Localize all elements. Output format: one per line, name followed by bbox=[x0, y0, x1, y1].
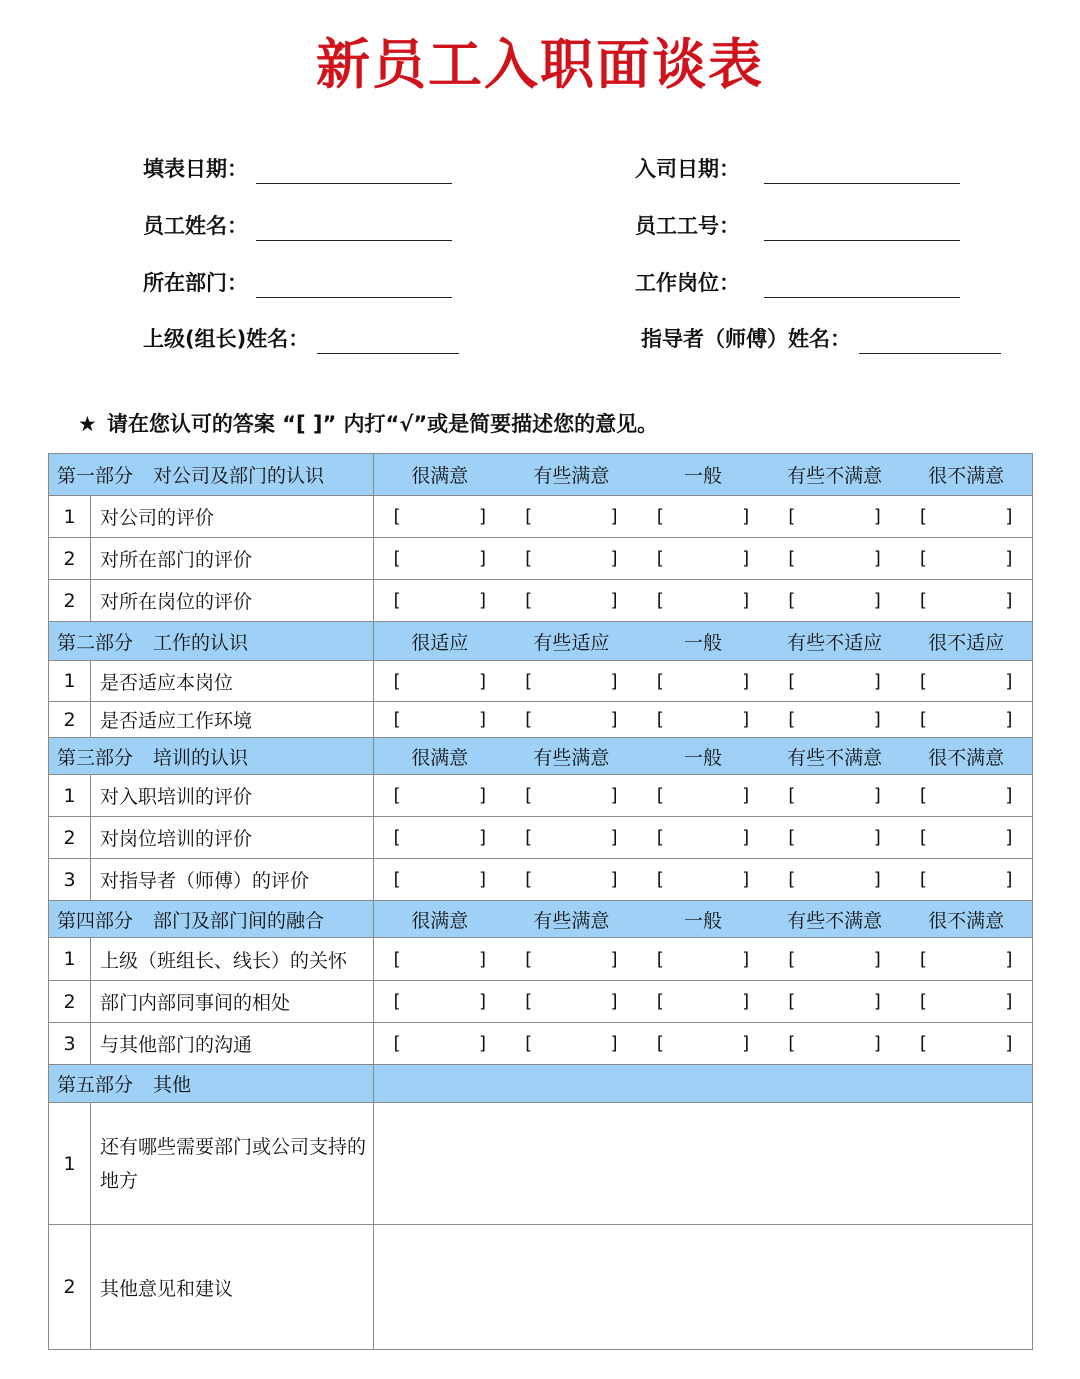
rating-checkbox[interactable]: [ ] bbox=[391, 548, 489, 569]
rating-checkbox[interactable]: [ ] bbox=[785, 991, 884, 1012]
option-label: 很不满意 bbox=[928, 465, 1005, 487]
option-label: 有些适应 bbox=[533, 631, 610, 654]
rating-checkbox[interactable]: [ ] bbox=[785, 506, 884, 527]
rating-checkboxes bbox=[374, 661, 1033, 702]
row-number: 1 bbox=[49, 496, 91, 538]
position-label: 工作岗位： bbox=[635, 271, 740, 295]
row-number: 2 bbox=[49, 538, 91, 580]
option-label: 很不满意 bbox=[928, 746, 1005, 769]
fill-date-input[interactable] bbox=[256, 157, 452, 184]
section-header-1 bbox=[49, 454, 1033, 496]
rating-checkbox[interactable]: [ ] bbox=[785, 709, 884, 730]
section-blank bbox=[374, 1065, 1033, 1103]
option-label: 很满意 bbox=[411, 465, 469, 487]
table-row bbox=[49, 580, 1033, 622]
rating-checkboxes bbox=[374, 981, 1033, 1023]
rating-checkbox[interactable]: [ ] bbox=[785, 670, 884, 692]
interview-table bbox=[48, 453, 1033, 1350]
department-field bbox=[143, 264, 452, 298]
mentor-name-input[interactable] bbox=[859, 327, 1001, 354]
table-row bbox=[49, 775, 1033, 817]
rating-checkboxes bbox=[374, 496, 1033, 538]
rating-checkbox[interactable]: [ ] bbox=[522, 785, 621, 806]
rating-checkbox[interactable]: [ ] bbox=[654, 948, 752, 970]
join-date-field bbox=[635, 150, 960, 184]
position-input[interactable] bbox=[764, 271, 960, 298]
row-item: 对公司的评价 bbox=[91, 496, 374, 538]
rating-checkbox[interactable]: [ ] bbox=[785, 1033, 884, 1054]
rating-options bbox=[374, 901, 1033, 938]
rating-checkbox[interactable]: [ ] bbox=[917, 1033, 1015, 1054]
row-item: 对岗位培训的评价 bbox=[91, 817, 374, 859]
section-title: 第一部分 对公司及部门的认识 bbox=[49, 454, 374, 496]
table-row bbox=[49, 981, 1033, 1023]
section-title: 第二部分 工作的认识 bbox=[49, 622, 374, 661]
rating-checkbox[interactable]: [ ] bbox=[654, 548, 752, 569]
rating-checkbox[interactable]: [ ] bbox=[654, 1033, 752, 1054]
rating-checkbox[interactable]: [ ] bbox=[391, 709, 489, 730]
option-label: 有些不满意 bbox=[787, 465, 883, 487]
rating-checkbox[interactable]: [ ] bbox=[917, 869, 1015, 890]
rating-checkbox[interactable]: [ ] bbox=[785, 590, 884, 611]
row-number: 1 bbox=[49, 775, 91, 817]
rating-checkbox[interactable]: [ ] bbox=[654, 991, 752, 1012]
option-label: 有些满意 bbox=[533, 465, 610, 487]
mentor-name-field bbox=[641, 320, 1001, 354]
rating-checkbox[interactable]: [ ] bbox=[917, 590, 1015, 611]
rating-checkboxes bbox=[374, 580, 1033, 622]
rating-checkboxes bbox=[374, 817, 1033, 859]
employee-name-label: 员工姓名： bbox=[143, 214, 248, 238]
option-label: 有些满意 bbox=[533, 909, 610, 932]
option-label: 很不满意 bbox=[928, 909, 1005, 932]
employee-name-field bbox=[143, 207, 452, 241]
join-date-label: 入司日期： bbox=[635, 157, 740, 181]
star-icon: ★ bbox=[78, 412, 97, 436]
department-input[interactable] bbox=[256, 271, 452, 298]
table-row bbox=[49, 1023, 1033, 1065]
rating-checkbox[interactable]: [ ] bbox=[654, 590, 752, 611]
row-item: 对指导者（师傅）的评价 bbox=[91, 859, 374, 901]
rating-checkbox[interactable]: [ ] bbox=[391, 785, 489, 806]
rating-checkbox[interactable]: [ ] bbox=[785, 548, 884, 569]
rating-checkboxes bbox=[374, 1023, 1033, 1065]
rating-checkbox[interactable]: [ ] bbox=[917, 785, 1015, 806]
rating-checkbox[interactable]: [ ] bbox=[522, 1033, 621, 1054]
section-title: 第五部分 其他 bbox=[49, 1065, 374, 1103]
section-header-2 bbox=[49, 622, 1033, 661]
row-number: 1 bbox=[49, 661, 91, 702]
rating-checkbox[interactable]: [ ] bbox=[917, 991, 1015, 1012]
row-number: 3 bbox=[49, 859, 91, 901]
rating-checkbox[interactable]: [ ] bbox=[654, 869, 752, 890]
table-row bbox=[49, 938, 1033, 981]
rating-checkboxes bbox=[374, 938, 1033, 981]
option-label: 有些不满意 bbox=[787, 746, 883, 769]
table-row bbox=[49, 859, 1033, 901]
rating-checkbox[interactable]: [ ] bbox=[917, 548, 1015, 569]
comment-box[interactable] bbox=[374, 1103, 1033, 1225]
rating-checkboxes bbox=[374, 775, 1033, 817]
fill-date-label: 填表日期： bbox=[143, 157, 248, 181]
row-number: 2 bbox=[49, 702, 91, 738]
rating-options bbox=[374, 738, 1033, 775]
instruction-label: 请在您认可的答案 “[ ]” 内打“√”或是简要描述您的意见。 bbox=[106, 412, 659, 436]
table-row bbox=[49, 496, 1033, 538]
rating-checkbox[interactable]: [ ] bbox=[785, 869, 884, 890]
table-row bbox=[49, 702, 1033, 738]
rating-checkboxes bbox=[374, 538, 1033, 580]
rating-checkbox[interactable]: [ ] bbox=[654, 709, 752, 730]
option-label: 有些不满意 bbox=[787, 909, 883, 932]
row-number: 2 bbox=[49, 580, 91, 622]
rating-checkbox[interactable]: [ ] bbox=[522, 548, 621, 569]
rating-checkbox[interactable]: [ ] bbox=[917, 948, 1015, 970]
rating-checkbox[interactable]: [ ] bbox=[391, 670, 489, 692]
row-item: 对所在岗位的评价 bbox=[91, 580, 374, 622]
row-item: 对所在部门的评价 bbox=[91, 538, 374, 580]
rating-checkbox[interactable]: [ ] bbox=[654, 506, 752, 527]
row-number: 3 bbox=[49, 1023, 91, 1065]
rating-checkbox[interactable]: [ ] bbox=[654, 670, 752, 692]
row-number: 2 bbox=[49, 1225, 91, 1350]
rating-checkbox[interactable]: [ ] bbox=[522, 991, 621, 1012]
join-date-input[interactable] bbox=[764, 157, 960, 184]
rating-checkbox[interactable]: [ ] bbox=[522, 948, 621, 970]
row-number: 1 bbox=[49, 938, 91, 981]
rating-checkbox[interactable]: [ ] bbox=[522, 590, 621, 611]
option-label: 有些满意 bbox=[533, 746, 610, 769]
rating-checkbox[interactable]: [ ] bbox=[522, 827, 621, 848]
rating-checkbox[interactable]: [ ] bbox=[917, 827, 1015, 848]
table-row bbox=[49, 661, 1033, 702]
rating-checkbox[interactable]: [ ] bbox=[391, 590, 489, 611]
option-label: 一般 bbox=[683, 631, 722, 654]
rating-checkbox[interactable]: [ ] bbox=[522, 709, 621, 730]
row-item: 对入职培训的评价 bbox=[91, 775, 374, 817]
row-item: 部门内部同事间的相处 bbox=[91, 981, 374, 1023]
table-row bbox=[49, 817, 1033, 859]
section-title: 第四部分 部门及部门间的融合 bbox=[49, 901, 374, 938]
employee-name-input[interactable] bbox=[256, 214, 452, 241]
rating-checkbox[interactable]: [ ] bbox=[785, 948, 884, 970]
rating-checkbox[interactable]: [ ] bbox=[391, 827, 489, 848]
position-field bbox=[635, 264, 960, 298]
option-label: 很不适应 bbox=[928, 631, 1005, 654]
rating-checkboxes bbox=[374, 859, 1033, 901]
rating-checkbox[interactable]: [ ] bbox=[917, 506, 1015, 527]
option-label: 一般 bbox=[683, 465, 722, 487]
employee-id-field bbox=[635, 207, 960, 241]
row-item: 其他意见和建议 bbox=[91, 1225, 374, 1350]
option-label: 很满意 bbox=[411, 909, 469, 932]
row-number: 1 bbox=[49, 1103, 91, 1225]
rating-options bbox=[374, 622, 1033, 661]
fill-date-field bbox=[143, 150, 452, 184]
employee-id-input[interactable] bbox=[764, 214, 960, 241]
instruction-text bbox=[78, 408, 658, 438]
option-label: 一般 bbox=[683, 746, 722, 769]
supervisor-name-input[interactable] bbox=[317, 327, 459, 354]
rating-checkbox[interactable]: [ ] bbox=[391, 506, 489, 527]
mentor-name-label: 指导者（师傅）姓名： bbox=[641, 327, 851, 351]
option-label: 一般 bbox=[683, 909, 722, 932]
table-row bbox=[49, 1225, 1033, 1350]
rating-checkbox[interactable]: [ ] bbox=[522, 506, 621, 527]
rating-checkbox[interactable]: [ ] bbox=[391, 948, 489, 970]
option-label: 很满意 bbox=[411, 746, 469, 769]
department-label: 所在部门： bbox=[143, 271, 248, 295]
section-title: 第三部分 培训的认识 bbox=[49, 738, 374, 775]
rating-checkbox[interactable]: [ ] bbox=[391, 869, 489, 890]
rating-checkbox[interactable]: [ ] bbox=[785, 785, 884, 806]
rating-checkbox[interactable]: [ ] bbox=[917, 670, 1015, 692]
rating-checkbox[interactable]: [ ] bbox=[654, 827, 752, 848]
section-header-4 bbox=[49, 901, 1033, 938]
table-row bbox=[49, 1103, 1033, 1225]
rating-checkbox[interactable]: [ ] bbox=[391, 991, 489, 1012]
rating-checkbox[interactable]: [ ] bbox=[522, 869, 621, 890]
rating-checkbox[interactable]: [ ] bbox=[917, 709, 1015, 730]
table-row bbox=[49, 538, 1033, 580]
row-item: 是否适应本岗位 bbox=[91, 661, 374, 702]
rating-checkbox[interactable]: [ ] bbox=[522, 670, 621, 692]
supervisor-name-label: 上级(组长)姓名： bbox=[143, 327, 310, 351]
rating-checkbox[interactable]: [ ] bbox=[785, 827, 884, 848]
row-item: 与其他部门的沟通 bbox=[91, 1023, 374, 1065]
rating-checkboxes bbox=[374, 702, 1033, 738]
section-header-5 bbox=[49, 1065, 1033, 1103]
option-label: 有些不适应 bbox=[787, 631, 883, 654]
row-item: 还有哪些需要部门或公司支持的地方 bbox=[91, 1103, 374, 1225]
comment-box[interactable] bbox=[374, 1225, 1033, 1350]
row-item: 是否适应工作环境 bbox=[91, 702, 374, 738]
rating-checkbox[interactable]: [ ] bbox=[391, 1033, 489, 1054]
row-number: 2 bbox=[49, 817, 91, 859]
page-title: 新员工入职面谈表 bbox=[316, 33, 764, 96]
section-header-3 bbox=[49, 738, 1033, 775]
row-number: 2 bbox=[49, 981, 91, 1023]
rating-checkbox[interactable]: [ ] bbox=[654, 785, 752, 806]
row-item: 上级（班组长、线长）的关怀 bbox=[91, 938, 374, 981]
option-label: 很适应 bbox=[411, 631, 469, 654]
employee-id-label: 员工工号： bbox=[635, 214, 740, 238]
supervisor-name-field bbox=[143, 320, 459, 354]
rating-options bbox=[374, 454, 1033, 496]
